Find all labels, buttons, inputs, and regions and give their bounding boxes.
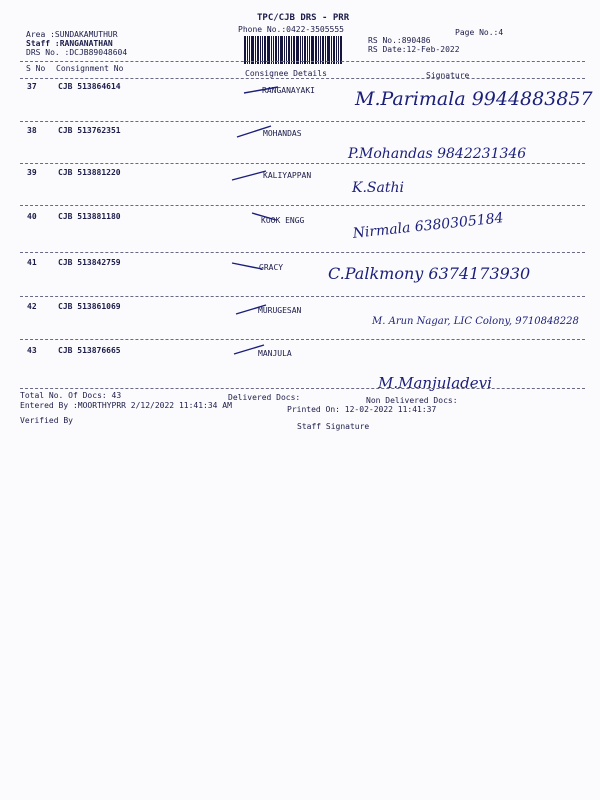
- row-consignee: MANJULA: [258, 349, 292, 358]
- row-sno: 37: [27, 82, 37, 91]
- drs-number: DRS No. :DCJB89048604: [26, 48, 128, 57]
- row-sno: 40: [27, 212, 37, 221]
- divider: [20, 205, 585, 206]
- row-consignee: GRACY: [259, 263, 284, 272]
- row-sno: 39: [27, 168, 37, 177]
- row-signature: C.Palkmony 6374173930: [328, 264, 531, 283]
- row-consignment-no: CJB 513881220: [58, 168, 121, 177]
- row-consignment-no: CJB 513881180: [58, 212, 121, 221]
- row-sno: 38: [27, 126, 37, 135]
- row-sno: 42: [27, 302, 37, 311]
- receiver-signature: M.Manjuladevi: [378, 374, 492, 392]
- row-consignee: KALIYAPPAN: [263, 171, 312, 180]
- rs-date: RS Date:12-Feb-2022: [368, 45, 460, 54]
- row-consignment-no: CJB 513842759: [58, 258, 121, 267]
- row-sno: 41: [27, 258, 37, 267]
- divider: [20, 388, 585, 389]
- staff-label: Staff :RANGANATHAN: [26, 39, 113, 48]
- row-consignee: MOHANDAS: [263, 129, 302, 138]
- delivery-tick-icon: [250, 210, 280, 224]
- divider: [20, 163, 585, 164]
- row-consignee: RANGANAYAKI: [262, 86, 315, 95]
- verified-by: Verified By: [20, 416, 73, 425]
- delivery-tick-icon: [234, 302, 270, 318]
- row-consignment-no: CJB 513876665: [58, 346, 121, 355]
- divider: [20, 339, 585, 340]
- rs-number: RS No.:890486: [368, 36, 431, 45]
- delivery-tick-icon: [230, 168, 270, 184]
- staff-signature: Staff Signature: [297, 422, 370, 431]
- column-header-consignment: Consignment No: [56, 64, 124, 73]
- column-header-sno: S No: [26, 64, 46, 73]
- page-number: Page No.:4: [455, 28, 504, 37]
- column-header-signature: Signature: [426, 71, 470, 80]
- delivery-tick-icon: [230, 260, 266, 274]
- divider: [20, 252, 585, 253]
- row-consignment-no: CJB 513861069: [58, 302, 121, 311]
- phone-number: Phone No.:0422-3505555: [238, 25, 344, 34]
- entered-by: Entered By :MOORTHYPRR 2/12/2022 11:41:34 AM: [20, 401, 232, 410]
- row-consignee: KOOK ENGG: [261, 216, 305, 225]
- non-delivered-docs: Non Delivered Docs:: [366, 396, 458, 405]
- total-docs: Total No. Of Docs: 43: [20, 391, 122, 400]
- area-label: Area :SUNDAKAMUTHUR: [26, 30, 118, 39]
- delivered-docs: Delivered Docs:: [228, 393, 301, 402]
- divider: [20, 296, 585, 297]
- row-signature: P.Mohandas 9842231346: [348, 146, 527, 162]
- row-signature: K.Sathi: [352, 180, 404, 196]
- barcode-icon: [244, 36, 360, 64]
- row-consignment-no: CJB 513762351: [58, 126, 121, 135]
- delivery-tick-icon: [232, 342, 268, 358]
- divider: [20, 78, 585, 79]
- column-header-consignee: Consignee Details: [245, 69, 327, 78]
- printed-on: Printed On: 12-02-2022 11:41:37: [287, 405, 437, 414]
- row-sno: 43: [27, 346, 37, 355]
- delivery-tick-icon: [242, 84, 282, 98]
- row-consignee: MURUGESAN: [258, 306, 302, 315]
- row-signature: M.Parimala 9944883857: [355, 88, 593, 110]
- row-signature: Nirmala 6380305184: [352, 210, 505, 242]
- divider: [20, 121, 585, 122]
- document-title: TPC/CJB DRS - PRR: [257, 13, 350, 23]
- row-signature: M. Arun Nagar, LIC Colony, 9710848228: [372, 316, 579, 327]
- row-consignment-no: CJB 513864614: [58, 82, 121, 91]
- delivery-tick-icon: [235, 123, 275, 141]
- divider: [20, 61, 585, 62]
